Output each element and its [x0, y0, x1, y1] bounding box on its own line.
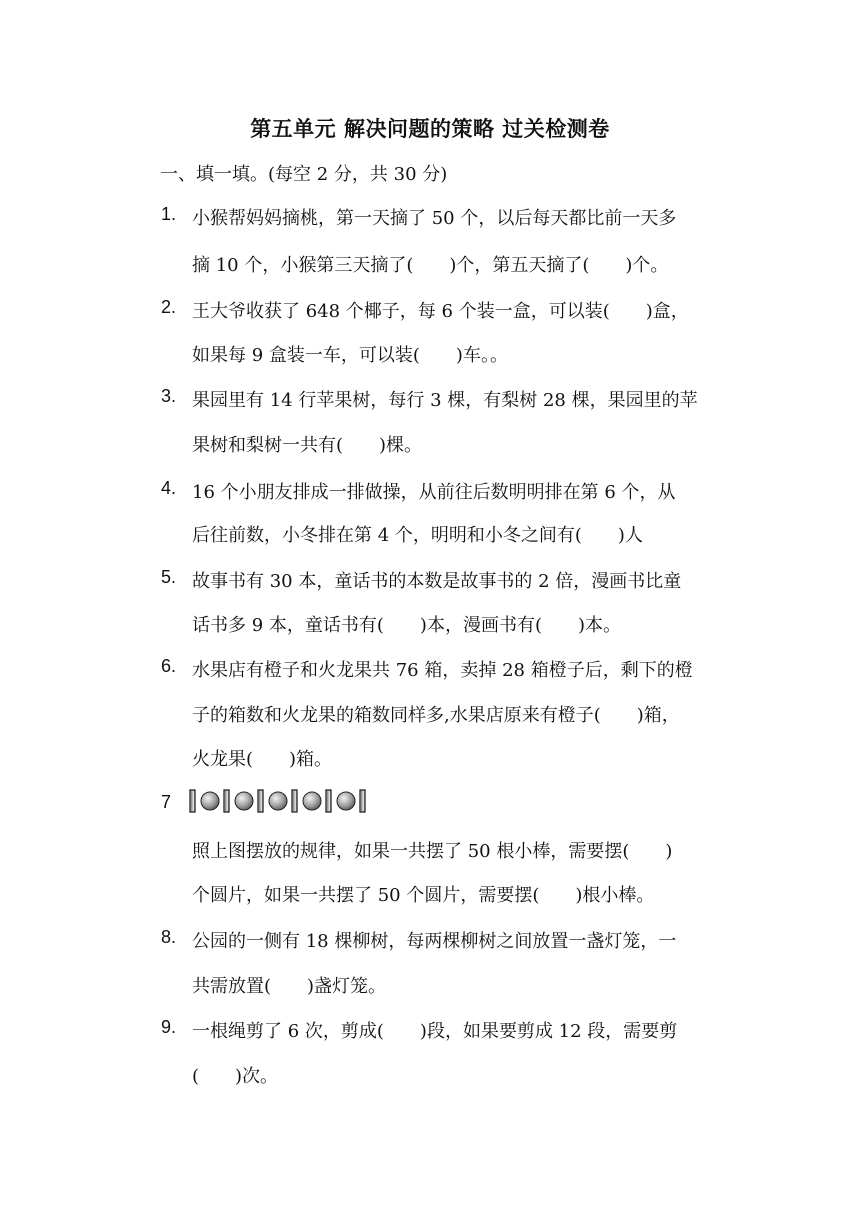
stick-disc-pattern-figure	[188, 789, 418, 813]
question-4-line-2: 后往前数，小冬排在第 4 个，明明和小冬之间有( )人	[192, 525, 643, 546]
question-6-line-2: 子的箱数和火龙果的箱数同样多,水果店原来有橙子( )箱，	[192, 705, 680, 726]
question-5-number: 5.	[161, 567, 177, 587]
question-8-line-1: 公园的一侧有 18 棵柳树，每两棵柳树之间放置一盏灯笼，一	[192, 931, 677, 952]
question-9-number: 9.	[161, 1017, 177, 1037]
stick-icon	[360, 790, 365, 812]
question-7-number: 7	[161, 792, 172, 812]
question-4-line-1: 16 个小朋友排成一排做操，从前往后数明明排在第 6 个，从	[192, 482, 676, 503]
stick-icon	[326, 790, 331, 812]
disc-icon	[235, 792, 253, 810]
question-2-number: 2.	[161, 297, 177, 317]
question-6-line-1: 水果店有橙子和火龙果共 76 箱，卖掉 28 箱橙子后，剩下的橙	[192, 660, 693, 681]
question-1-number: 1.	[161, 204, 177, 224]
question-5-line-1: 故事书有 30 本，童话书的本数是故事书的 2 倍，漫画书比童	[192, 571, 682, 592]
stick-icon	[292, 790, 297, 812]
disc-icon	[337, 792, 355, 810]
question-7-line-3: 个圆片，如果一共摆了 50 个圆片，需要摆( )根小棒。	[192, 885, 655, 906]
stick-icon	[258, 790, 263, 812]
disc-icon	[201, 792, 219, 810]
question-2-line-2: 如果每 9 盒装一车，可以装( )车。。	[192, 345, 508, 366]
question-7-line-2: 照上图摆放的规律，如果一共摆了 50 根小棒，需要摆( )	[192, 841, 673, 862]
disc-icon	[269, 792, 287, 810]
stick-icon	[190, 790, 195, 812]
question-2-line-1: 王大爷收获了 648 个椰子，每 6 个装一盒，可以装( )盒，	[192, 301, 689, 322]
question-6-line-3: 火龙果( )箱。	[192, 749, 333, 770]
disc-icon	[303, 792, 321, 810]
question-1-line-2: 摘 10 个，小猴第三天摘了( )个，第五天摘了( )个。	[192, 255, 669, 276]
question-9-line-2: ( )次。	[192, 1066, 279, 1087]
question-1-line-1: 小猴帮妈妈摘桃，第一天摘了 50 个，以后每天都比前一天多	[192, 208, 677, 229]
stick-icon	[224, 790, 229, 812]
question-6-number: 6.	[161, 656, 177, 676]
section-heading: 一、填一填。(每空 2 分，共 30 分)	[160, 164, 448, 185]
question-3-line-2: 果树和梨树一共有( )棵。	[192, 435, 423, 456]
question-3-line-1: 果园里有 14 行苹果树，每行 3 棵，有梨树 28 棵，果园里的苹	[192, 390, 698, 411]
question-9-line-1: 一根绳剪了 6 次，剪成( )段，如果要剪成 12 段，需要剪	[192, 1021, 678, 1042]
question-8-line-2: 共需放置( )盏灯笼。	[192, 976, 387, 997]
page-title: 第五单元 解决问题的策略 过关检测卷	[250, 117, 610, 141]
question-3-number: 3.	[161, 386, 177, 406]
question-5-line-2: 话书多 9 本，童话书有( )本，漫画书有( )本。	[192, 615, 621, 636]
question-4-number: 4.	[161, 478, 177, 498]
question-8-number: 8.	[161, 927, 177, 947]
